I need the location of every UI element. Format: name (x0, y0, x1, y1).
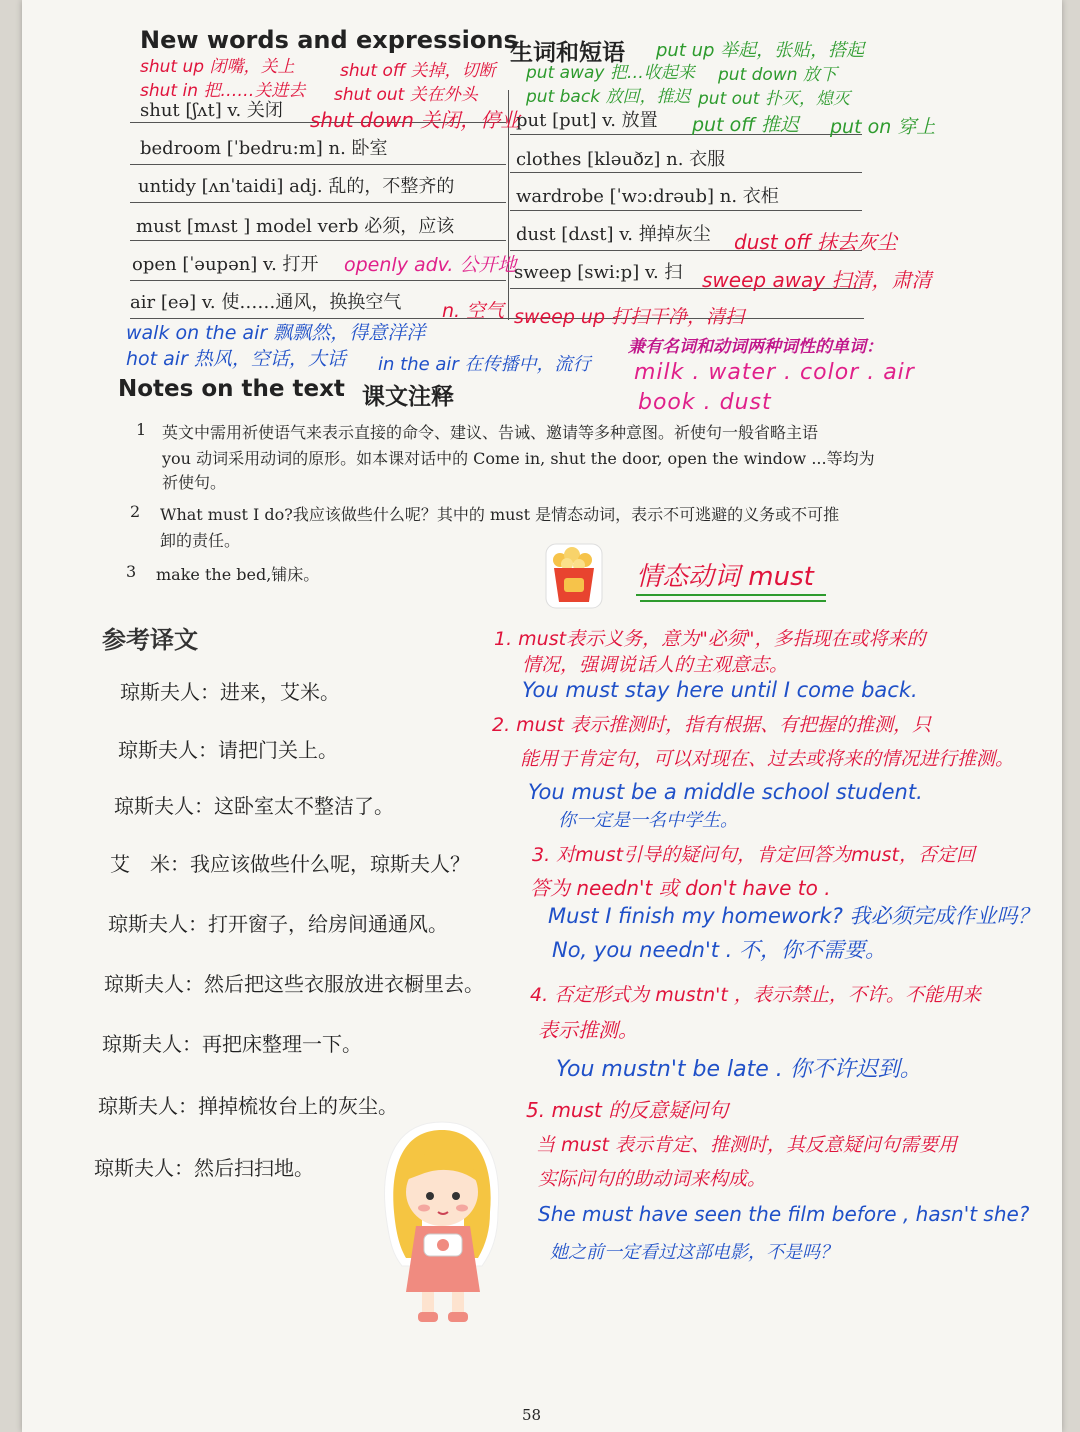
must-4c: You mustn't be late . 你不许迟到。 (556, 1057, 922, 1082)
note-1-line1: 英文中需用祈使语气来表示直接的命令、建议、告诫、邀请等多种意图。祈使句一般省略主语 (162, 423, 819, 442)
must-3a: 3. 对must引导的疑问句，肯定回答为must，否定回 (532, 844, 975, 866)
page-number: 58 (522, 1406, 542, 1424)
translation-line: 琼斯夫人：然后扫扫地。 (94, 1156, 314, 1180)
popcorn-sticker-icon (542, 540, 606, 616)
translation-line: 琼斯夫人：请把门关上。 (118, 738, 338, 762)
rule (130, 202, 506, 203)
translation-line: 艾 米：我应该做些什么呢，琼斯夫人？ (110, 852, 470, 876)
must-1b: 情况，强调说话人的主观意志。 (522, 654, 789, 676)
note-put-out: put out 扑灭，熄灭 (698, 89, 850, 109)
must-2b: 能用于肯定句，可以对现在、过去或将来的情况进行推测。 (520, 748, 1015, 770)
note-put-on: put on 穿上 (830, 116, 936, 138)
rule (130, 164, 506, 165)
note-walk-on-air: walk on the air 飘飘然，得意洋洋 (126, 322, 426, 344)
must-3d: No, you needn't . 不，你不需要。 (552, 938, 886, 962)
note-dust-off: dust off 抹去灰尘 (734, 230, 898, 254)
vocab-untidy: untidy [ʌnˈtaidi] adj. 乱的，不整齐的 (138, 176, 455, 197)
note-1-line3: 祈使句。 (162, 473, 227, 492)
girl-sticker-icon (372, 1116, 512, 1340)
title-cn: 生词和短语 (510, 40, 625, 66)
note-noun-verb-title: 兼有名词和动词两种词性的单词： (628, 337, 883, 357)
rule (510, 172, 862, 173)
vocab-clothes: clothes [kləuðz] n. 衣服 (516, 149, 726, 170)
translation-line: 琼斯夫人：掸掉梳妆台上的灰尘。 (98, 1094, 398, 1118)
rule (130, 280, 506, 281)
note-shut-up: shut up 闭嘴，关上 (140, 57, 295, 77)
vocab-put: put [put] v. 放置 (516, 110, 658, 131)
note-2-line2: 卸的责任。 (160, 531, 241, 550)
translation-line: 琼斯夫人：然后把这些衣服放进衣橱里去。 (104, 972, 484, 996)
rule (510, 134, 862, 135)
note-in-the-air: in the air 在传播中，流行 (378, 354, 591, 375)
note-shut-off: shut off 关掉，切断 (340, 61, 496, 81)
note-put-off: put off 推迟 (692, 114, 799, 136)
vocab-sweep: sweep [swi:p] v. 扫 (514, 262, 683, 283)
note-hot-air: hot air 热风，空话，大话 (126, 348, 346, 370)
note-put-back: put back 放回，推迟 (526, 87, 691, 107)
must-5c: 实际问句的助动词来构成。 (538, 1168, 767, 1190)
vocab-dust: dust [dʌst] v. 掸掉灰尘 (516, 224, 711, 245)
vocab-air: air [eə] v. 使……通风，换换空气 (130, 292, 402, 313)
notes-heading-en: Notes on the text (118, 376, 345, 402)
textbook-page (22, 0, 1062, 1432)
translation-line: 琼斯夫人：进来，艾米。 (120, 680, 340, 704)
must-5d: She must have seen the film before , hasn't she? (538, 1202, 1030, 1226)
note-1-num: 1 (136, 420, 147, 439)
note-noun-verb-words2: book . dust (638, 390, 772, 415)
must-5b: 当 must 表示肯定、推测时，其反意疑问句需要用 (536, 1134, 957, 1156)
note-sweep-up: sweep up 打扫干净，清扫 (514, 306, 745, 328)
must-3b: 答为 needn't 或 don't have to . (530, 876, 831, 900)
title-underline (636, 594, 826, 596)
note-sweep-away: sweep away 扫清，肃清 (702, 268, 932, 292)
must-4b: 表示推测。 (538, 1018, 638, 1042)
notes-heading-cn: 课文注释 (362, 384, 454, 410)
must-5a: 5. must 的反意疑问句 (526, 1098, 729, 1122)
note-openly: openly adv. 公开地 (344, 254, 517, 276)
vocab-bedroom: bedroom [ˈbedru:m] n. 卧室 (140, 138, 388, 159)
note-noun-verb-words1: milk . water . color . air (634, 360, 915, 385)
note-3-line1: make the bed,铺床。 (156, 565, 320, 584)
must-4a: 4. 否定形式为 mustn't ，表示禁止，不许。不能用来 (530, 984, 981, 1006)
must-2a: 2. must 表示推测时，指有根据、有把握的推测，只 (492, 714, 932, 736)
note-put-up: put up 举起，张贴，搭起 (656, 40, 865, 61)
note-shut-down: shut down 关闭，停业 (310, 108, 521, 132)
must-2c: You must be a middle school student. (528, 780, 923, 804)
translation-line: 琼斯夫人：这卧室太不整洁了。 (114, 794, 394, 818)
must-5e: 她之前一定看过这部电影，不是吗？ (550, 1242, 838, 1263)
vocab-shut: shut [ʃʌt] v. 关闭 (140, 100, 283, 121)
must-2d: 你一定是一名中学生。 (558, 810, 738, 831)
note-2-line1: What must I do?我应该做些什么呢？其中的 must 是情态动词，表示不可逃避的义务或不可推 (160, 505, 840, 524)
note-air-noun: n. 空气 (442, 300, 505, 322)
note-3-num: 3 (126, 562, 137, 581)
rule (130, 240, 506, 241)
translation-heading: 参考译文 (102, 626, 198, 654)
vocab-must: must [mʌst ] model verb 必须，应该 (136, 216, 455, 237)
title-underline (640, 600, 826, 602)
title-en: New words and expressions (140, 26, 518, 54)
translation-line: 琼斯夫人：再把床整理一下。 (102, 1032, 362, 1056)
note-put-down: put down 放下 (718, 65, 837, 85)
rule (510, 210, 862, 211)
note-shut-out: shut out 关在外头 (334, 85, 478, 105)
must-1a: 1. must表示义务，意为"必须"，多指现在或将来的 (494, 628, 926, 650)
note-put-away: put away 把…收起来 (526, 63, 695, 83)
note-shut-in: shut in 把……关进去 (140, 81, 306, 101)
must-notes-title: 情态动词 must (636, 562, 814, 592)
must-3c: Must I finish my homework? 我必须完成作业吗？ (548, 904, 1039, 928)
vocab-open: open [ˈəupən] v. 打开 (132, 254, 319, 275)
must-1c: You must stay here until I come back. (522, 678, 918, 702)
translation-line: 琼斯夫人：打开窗子，给房间通通风。 (108, 912, 448, 936)
note-2-num: 2 (130, 502, 141, 521)
note-1-line2: you 动词采用动词的原形。如本课对话中的 Come in, shut the door, open the window ...等均为 (162, 449, 875, 468)
vocab-wardrobe: wardrobe [ˈwɔ:drəub] n. 衣柜 (516, 186, 779, 207)
